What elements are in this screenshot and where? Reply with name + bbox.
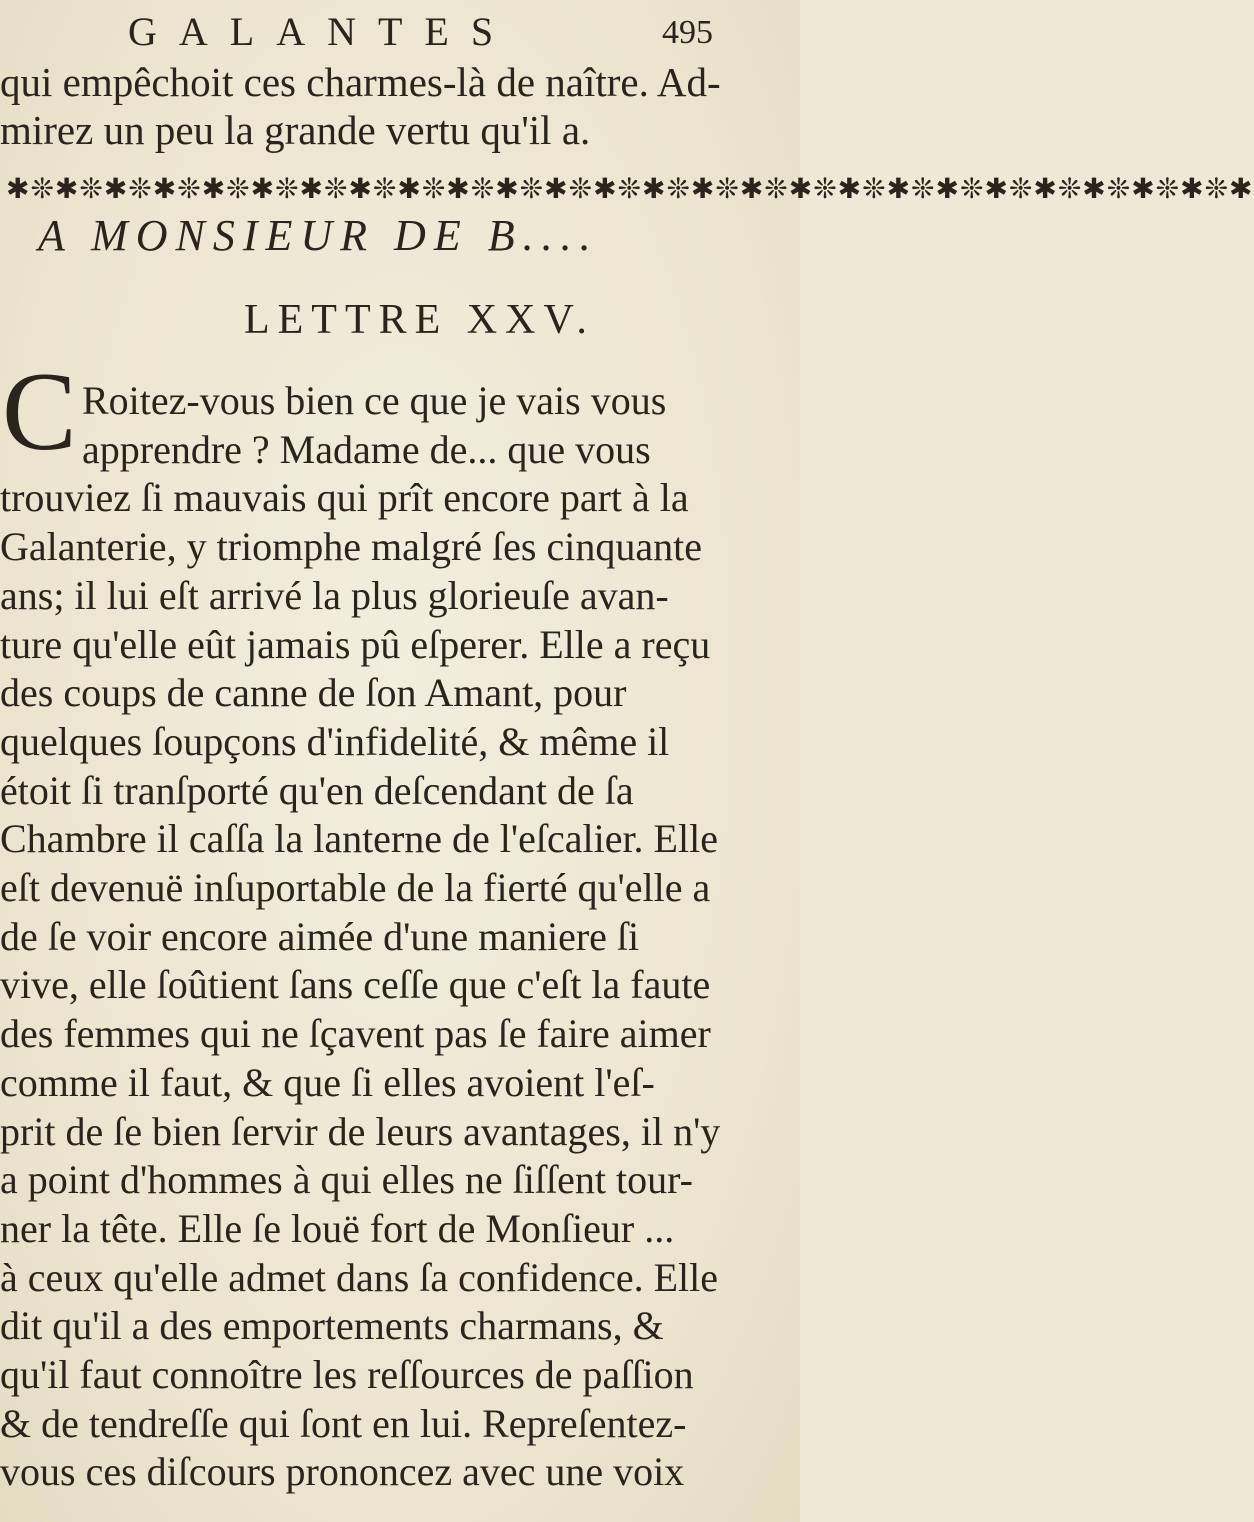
text-line: Galanterie, y triomphe malgré ſes cinquante [0, 524, 702, 570]
text-line: des femmes qui ne ſçavent pas ſe faire aimer [0, 1011, 711, 1057]
text-line: des coups de canne de ſon Amant, pour [0, 670, 627, 716]
text-line: vous ces diſcours prononcez avec une voix [0, 1449, 685, 1495]
text-line: à ceux qu'elle admet dans ſa confidence. Elle [0, 1254, 718, 1300]
text-line: vive, elle ſoûtient ſans ceſſe que c'eſt la faute [0, 962, 711, 1008]
text-line: quelques ſoupçons d'infidelité, & même il [0, 718, 670, 764]
text-line: étoit ſi tranſporté qu'en deſcendant de ſa [0, 767, 634, 813]
text-line: a point d'hommes à qui elles ne ſiſſent tour- [0, 1157, 693, 1203]
running-head [0, 8, 800, 58]
drop-cap: C [2, 350, 77, 474]
text-line: ture qu'elle eût jamais pû eſperer. Elle a reçu [0, 621, 711, 667]
text-line: & de tendreſſe qui ſont en lui. Repreſentez- [0, 1400, 687, 1446]
text-line: trouviez ſi mauvais qui prît encore part à la [0, 475, 689, 521]
text-line: qui empêchoit ces charmes-là de naître. Ad- [0, 59, 721, 105]
text-line: prit de ſe bien ſervir de leurs avantages, il n'y [0, 1108, 721, 1154]
text-line: Chambre il caſſa la lanterne de l'eſcalier. Elle [0, 816, 718, 862]
page-number: 495 [662, 14, 713, 51]
ornament-divider: ✱❊✱❊✱❊✱❊✱❊✱❊✱❊✱❊✱❊✱❊✱❊✱❊✱❊✱❊✱❊✱❊✱❊✱❊✱❊✱❊✱❊✱❊✱❊✱❊✱❊✱ [6, 172, 1254, 205]
text-line: comme il faut, & que ſi elles avoient l'eſ- [0, 1059, 655, 1105]
intro-paragraph [0, 58, 780, 154]
text-line: Roitez-vous bien ce que je vais vous [82, 378, 667, 423]
text-line: eſt devenuë inſuportable de la fierté qu'elle a [0, 865, 711, 911]
text-line: dit qu'il a des emportements charmans, & [0, 1303, 664, 1349]
text-line: qu'il faut connoître les reſſources de paſſion [0, 1352, 694, 1398]
letter-heading: A MONSIEUR DE B.... [38, 211, 599, 260]
text-line: de ſe voir encore aimée d'une maniere ſi [0, 913, 640, 959]
text-line: mirez un peu la grande vertu qu'il a. [0, 107, 591, 153]
text-line: ans; il lui eſt arrivé la plus glorieuſe avan- [0, 572, 669, 618]
text-line: apprendre ? Madame de... que vous [82, 426, 651, 472]
letter-body [0, 377, 790, 1497]
text-line: ner la tête. Elle ſe louë fort de Monſieur ... [0, 1205, 675, 1251]
running-title: GALANTES [128, 9, 516, 54]
letter-number: LETTRE XXV. [244, 297, 595, 343]
